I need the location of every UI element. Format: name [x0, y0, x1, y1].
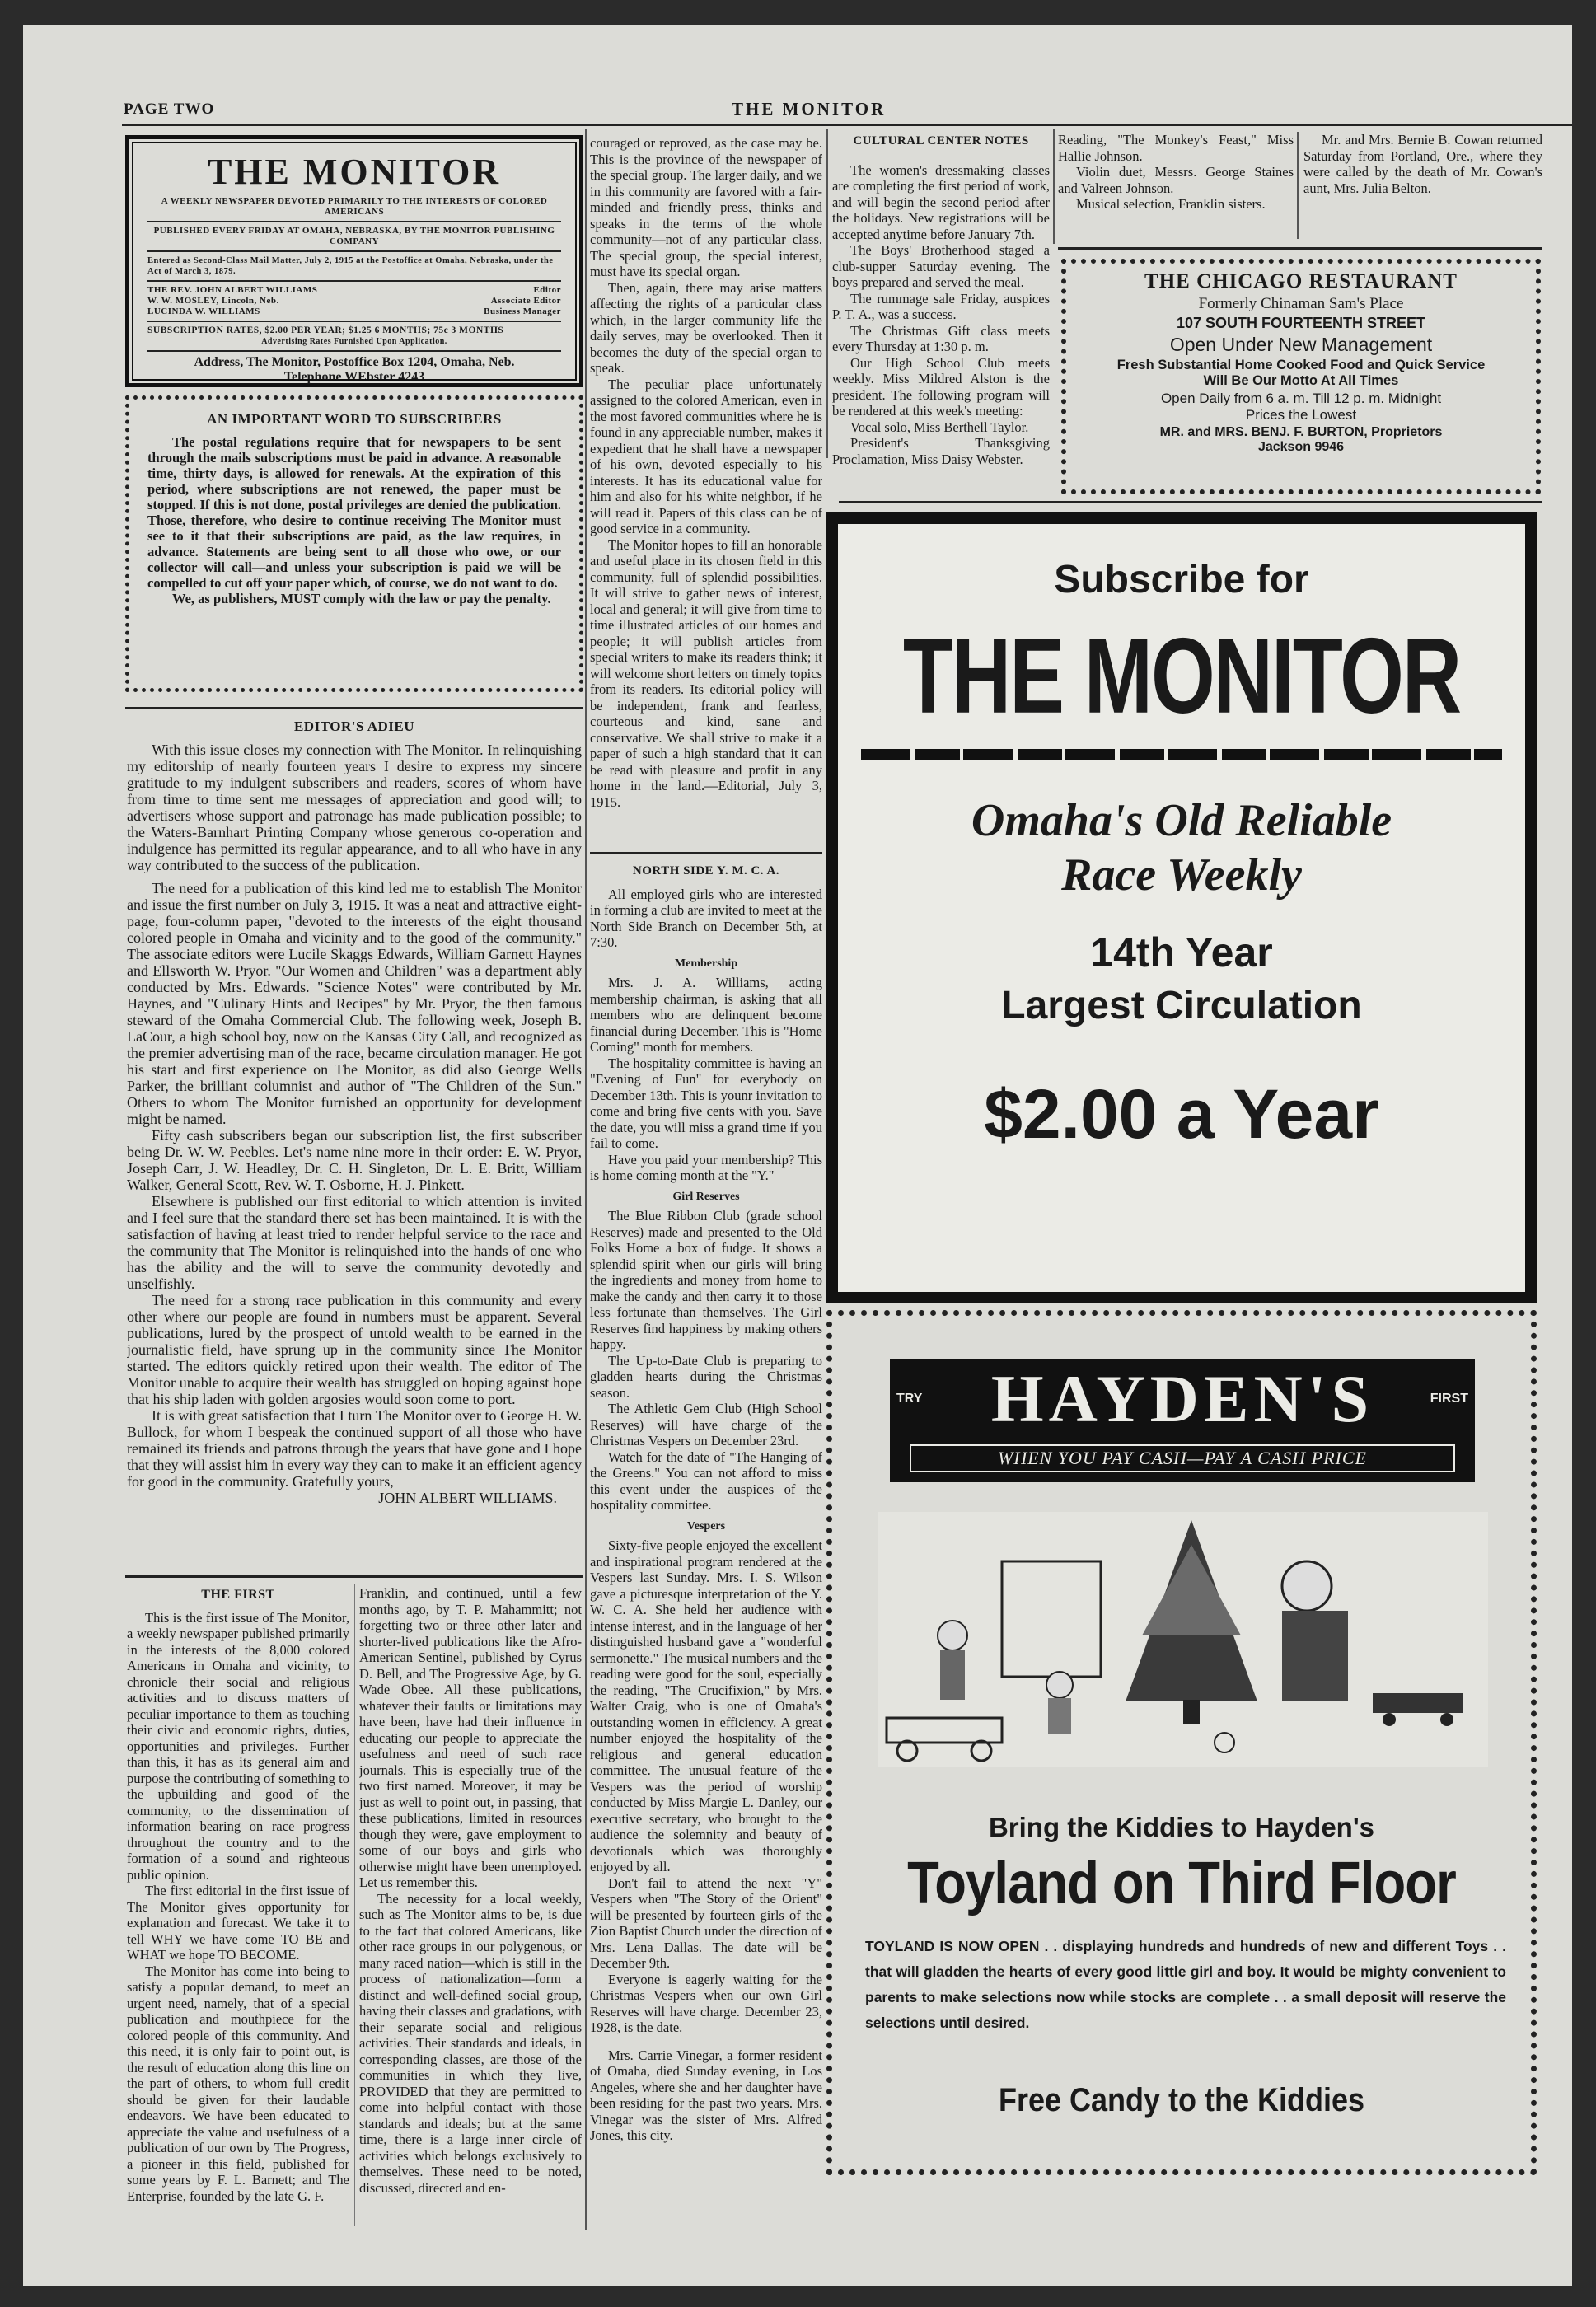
cowan-rule — [1058, 247, 1542, 250]
restaurant-line2: Will Be Our Motto At All Times — [1203, 373, 1399, 388]
haydens-banner — [890, 1359, 1475, 1482]
the-first-paragraph: This is the first issue of The Monitor, a weekly newspaper published primarily in the interests of the 8,000 colored Americans in Omaha and vicinity, to chronicle their social and religious activities and to discuss matters of peculiar importance to them as touching their civic and economic rights, duties, opportunities and privileges. Further than this, it has as its general aim and purpose the contributing of something to the upbuilding and good of the community, to the dissemination of information bearing on race progress throughout the country and to the formation of a sound and righteous public opinion. — [127, 1609, 349, 1883]
restaurant-formerly: Formerly Chinaman Sam's Place — [1198, 295, 1404, 312]
the-first-column-rule — [354, 1584, 355, 2226]
cultural-paragraph: The Christmas Gift class meets every Thursday at 1:30 p. m. — [832, 322, 1050, 354]
restaurant-proprietors: MR. and MRS. BENJ. F. BURTON, Proprietors — [1159, 425, 1443, 439]
toyland-open-text: . . displaying hundreds and hundreds of new and different Toys . . that will gladden the hearts of every good little girl and boy. It would be mighty convenient to parents to make selections now while stocks are complete . . a small deposit will reserve the selections until desired. — [865, 1938, 1506, 2031]
restaurant-management: Open Under New Management — [1169, 334, 1433, 355]
cultural-paragraph: Violin duet, Messrs. George Staines and Valreen Johnson. — [1058, 164, 1294, 196]
the-first-paragraph: Franklin, and continued, until a few months ago, by T. P. Mahammitt; not forgetting two or three other later and shorter-lived publications like the Afro-American Sentinel, published by Cyrus D. Bell, and The Progressive Age, by G. Wade Obee. All these publications, whatever their faults or limitations may have been, have had their influence in educating our people to appreciate the usefulness and need of such race journals. This is especially true of the two first named. Moreover, it may be just as well to point out, in passing, that these publications, limited in resources though they were, gave employment to some of our boys and girls who otherwise might have been unemployed. Let us remember this. — [359, 1585, 582, 1890]
subscribe-for: Subscribe for — [1054, 558, 1309, 601]
restaurant-line1: Fresh Substantial Home Cooked Food and Quick Service — [1116, 358, 1486, 372]
cowan-notice — [1303, 132, 1542, 247]
subscribe-year: 14th Year — [1090, 929, 1273, 976]
header-rule — [122, 124, 1572, 126]
subscribe-ad — [826, 512, 1537, 1303]
ymca-title: NORTH SIDE Y. M. C. A. — [632, 864, 780, 877]
ymca-paragraph: Watch for the date of "The Hanging of the Greens." You can not afford to miss this event under the auspices of the hospitality committee. — [590, 1448, 822, 1513]
ymca-rule — [590, 852, 822, 854]
haydens-ad — [826, 1310, 1537, 2175]
staff-name: LUCINDA W. WILLIAMS — [147, 307, 260, 316]
cultural-paragraph: Our High School Club meets weekly. Miss Mildred Alston is the president. The following program will be rendered at this week's meeting: — [832, 354, 1050, 419]
haydens-name: HAYDEN'S — [990, 1361, 1374, 1436]
restaurant-prices: Prices the Lowest — [1245, 407, 1357, 423]
ymca-paragraph: Mrs. Carrie Vinegar, a former resident of Omaha, died Sunday evening, in Los Angeles, where she and her daughter have been residing for the past two years. Mrs. Vinegar was the sister of Mrs. Alfred Jones, this city. — [590, 2047, 822, 2143]
chicago-restaurant-ad — [1061, 259, 1541, 494]
cultural-program-continued — [1058, 132, 1294, 247]
cultural-paragraph: President's Thanksgiving Proclamation, Miss Daisy Webster. — [832, 435, 1050, 467]
ymca-paragraph: All employed girls who are interested in forming a club are invited to meet at the North Side Branch on December 5th, at 7:30. — [590, 886, 822, 950]
cultural-center-notes — [832, 132, 1050, 494]
editorial-paragraph: The peculiar place unfortunately assigned to the colored American, even in the most favored communities where he is found in any appreciable number, makes it expedient that he shall have a newspaper of his own, devoted especially to his interests. It has its educational value for him and also for his white neighbor, if he will read it. Papers of this class can be of good service in a community. — [590, 376, 822, 536]
cowan-paragraph: Mr. and Mrs. Bernie B. Cowan returned Saturday from Portland, Ore., where they were called by the death of Mr. Cowan's aunt, Mrs. Julia Belton. — [1303, 132, 1542, 196]
the-first-title: THE FIRST — [201, 1588, 275, 1602]
toyland-illustration — [878, 1512, 1488, 1767]
toy-train-icon — [1373, 1693, 1463, 1713]
important-word-body: The postal regulations require that for newspapers to be sent through the mails subscriptions must be paid in advance. A reasonable time, thirty days, is allowed for renewals. At the expiration of this period, where subscriptions are not renewed, the paper must be stopped. If this is not done, postal privileges are denied the publication. Those, therefore, who desire to continue receiving The Monitor must see to it that their subscriptions are paid, as the law requires, in advance. Statements are being sent to all those who owe, or our collector will call—and unless your subscription is paid we will be compelled to cut off your paper which, of course, we do not want to do. — [147, 434, 561, 591]
restaurant-hours: Open Daily from 6 a. m. Till 12 p. m. Midnight — [1160, 391, 1442, 406]
toyland-open-lead: TOYLAND IS NOW OPEN — [865, 1938, 1040, 1954]
cultural-paragraph: The Boys' Brotherhood staged a club-supper Saturday evening. The boys prepared and served the meal. — [832, 242, 1050, 290]
subscribe-title: THE MONITOR — [902, 615, 1461, 737]
cultural-paragraph: The rummage sale Friday, auspices P. T. A., was a success. — [832, 290, 1050, 322]
haydens-first: FIRST — [1430, 1392, 1468, 1406]
column-rule-2 — [826, 129, 828, 458]
ymca-paragraph: The Up-to-Date Club is preparing to gladden hearts during the Christmas season. — [590, 1352, 822, 1401]
editorial-paragraph: The Monitor hopes to fill an honorable and useful place in its chosen field in this community, full of splendid possibilities. It will strive to gather news of interest, local and general; it will give from time to time illustrated articles of our homes and people; it will publish articles from special writers to make its readers think; it will welcome short letters on timely topics from its readers. Its editorial policy will be independent, frank and fearless, courteous and kind, sane and conservative. We shall strive to make it a paper of such a high standard that it can be read with pleasure and profit in any home in the land.—Editorial, July 3, 1915. — [590, 536, 822, 810]
restaurant-name: THE CHICAGO RESTAURANT — [1144, 270, 1458, 292]
staff-role: Business Manager — [484, 307, 561, 316]
ymca-paragraph: The hospitality committee is having an "Evening of Fun" for everybody on December 13th. This is younr invitation to come and bring five cents with you. Save the date, you will miss a grand time if you fail to come. — [590, 1055, 822, 1151]
haydens-try: TRY — [896, 1392, 923, 1406]
editorial-continued — [590, 135, 822, 893]
ymca-paragraph: Everyone is eagerly waiting for the Christmas Vespers when our own Girl Reserves will have charge. December 23, 1928, is the date. — [590, 1971, 822, 2035]
ymca-paragraph: Mrs. J. A. Williams, acting membership chairman, is asking that all members who are delinquent become financial during December. This is "Home Coming" month for members. — [590, 975, 822, 1055]
important-word-box — [125, 395, 583, 692]
staff-role: Associate Editor — [490, 296, 561, 306]
subscription-rates: SUBSCRIPTION RATES, $2.00 PER YEAR; $1.25 6 MONTHS; 75c 3 MONTHS — [147, 325, 504, 335]
ymca-paragraph: Sixty-five people enjoyed the excellent and inspirational program rendered at the Vespers last Sunday. Mrs. I. S. Wilson gave a picturesque interpretation of the Y. W. C. A. She held her audience with intense interest, and in the language of her distinguished husband gave a "wonderful sermonette." The musical numbers and the reading were good for the soul, especially the reading, "The Crucifixion," by Mrs. Walter Craig, who is one of Omaha's outstanding women in efficiency. A great number enjoyed the hospitality of the religious and general education committee. The unusual feature of the Vespers was the period of worship conducted by Miss Margie L. Danley, our executive secretary, who brought to the audience the solemnity and beauty of devotionals which was thoroughly enjoyed by all. — [590, 1537, 822, 1874]
ymca-paragraph: Have you paid your membership? This is home coming month at the "Y." — [590, 1151, 822, 1183]
decorative-band — [861, 749, 1502, 760]
adieu-paragraph: Elsewhere is published our first editorial to which attention is invited and I feel sure that the standard there set has been maintained. It is with the satisfaction of having at least tried to render helpful service to the race and the community that The Monitor is relinquished into the hands of one who has the ability and the will to serve the community devotedly and unselfishly. — [127, 1193, 582, 1292]
the-first-paragraph: The Monitor has come into being to satisfy a popular demand, to meet an urgent need, namely, that of a special publication and mouthpiece for the colored people of this community. And this need, it is only fair to point out, is the result of education along this line on the part of others, to whom full credit should be given for their laudable endeavors. We have been educated to appreciate the value and usefulness of a publication of our own by The Progress, a pioneer in this field, published for some years by F. L. Barnett; and The Enterprise, founded by the late G. F. — [127, 1963, 349, 2204]
subscribe-price: $2.00 a Year — [984, 1075, 1379, 1153]
masthead-line3: Entered as Second-Class Mail Matter, July 2, 1915 at the Postoffice at Omaha, Nebraska, under the Act of March 3, 1879. — [147, 256, 554, 276]
restaurant-phone: Jackson 9946 — [1257, 440, 1345, 454]
ymca-paragraph: Don't fail to attend the next "Y" Vespers when "The Story of the Orient" will be presented by fourteen girls of the Zion Baptist Church under the direction of Mrs. Lena Dallas. The date will be December 9th. — [590, 1874, 822, 1971]
masthead-line2: PUBLISHED EVERY FRIDAY AT OMAHA, NEBRASKA, BY THE MONITOR PUBLISHING COMPANY — [153, 226, 555, 246]
cultural-paragraph: The women's dressmaking classes are completing the first period of work, and will begin the second period after the holidays. New registrations will be accepted anytime before January 7th. — [832, 161, 1050, 242]
vespers-title: Vespers — [686, 1519, 726, 1533]
adieu-paragraph: With this issue closes my connection with The Monitor. In relinquishing my editorship of nearly fourteen years I desire to express my sincere gratitude to my indulgent subscribers and readers, scores of whom have from time to time sent me messages of appreciation and good will; to advertisers whose support and patronage has made publication possible; to the Waters-Barnhart Printing Company whose generous co-operation and indulgence has permitted its regular appearance, and to all who have in any way contributed to the success of the publication. — [127, 742, 582, 873]
restaurant-address: 107 SOUTH FOURTEENTH STREET — [1176, 315, 1426, 331]
masthead-address: Address, The Monitor, Postoffice Box 1204, Omaha, Neb. — [194, 355, 515, 369]
adieu-paragraph: The need for a strong race publication in this community and every other where our people are found in numbers must be apparent. Several publications, lured by the prospect of untold wealth to be earned in the journalistic field, have sprung up in the community since The Monitor started. The editors quickly retired upon their wealth. The editor of The Monitor unable to acquire their wealth has struggled on hoping against hope that his ship laden with golden argosies would soon come to port. — [127, 1292, 582, 1407]
the-first-paragraph: The first editorial in the first issue of The Monitor gives opportunity for explanation and forecast. We take it to tell WHY we have come TO BE and WHAT we hope TO BECOME. — [127, 1883, 349, 1963]
ymca-paragraph: The Athletic Gem Club (High School Reserves) will have charge of the Christmas Vespers on December 23rd. — [590, 1401, 822, 1448]
cultural-paragraph: Musical selection, Franklin sisters. — [1076, 196, 1266, 212]
staff-role: Editor — [533, 285, 561, 295]
masthead-telephone: Telephone WEbster 4243 — [283, 370, 425, 384]
editorial-paragraph: couraged or reproved, as the case may be. This is the province of the newspaper of the special group. The larger daily, and we in this community are favored with a fair-minded and friendly press, thinks and speaks in the terms of the whole community—not of any particular class. The special group, the special interest, must have its special organ. — [590, 135, 822, 279]
column-rule-4 — [1297, 132, 1299, 239]
adieu-rule — [125, 707, 583, 709]
the-first-col2 — [359, 1585, 582, 2228]
membership-title: Membership — [674, 957, 738, 970]
staff-name: THE REV. JOHN ALBERT WILLIAMS — [147, 285, 318, 295]
important-word-closing: We, as publishers, MUST comply with the law or pay the penalty. — [172, 591, 551, 606]
cultural-title: CULTURAL CENTER NOTES — [853, 134, 1029, 147]
staff-list — [147, 285, 561, 317]
masthead-title: THE MONITOR — [207, 152, 502, 192]
adieu-paragraph: It is with great satisfaction that I turn The Monitor over to George H. W. Bullock, for whom I bespeak the continued support of all those who have remained its friends and patrons through the years that have gone and I hope that they will assist him in every way they can to make it an efficient agency for good in the community. Gratefully yours, — [127, 1407, 582, 1490]
the-first-paragraph: The necessity for a local weekly, such as The Monitor aims to be, is due to the fact that colored Americans, like other race groups in our polygenous, or many raced nation—which is still in the process of nationalization—form a distinct and well-defined social group, having their classes and gradations, with their separate social and religious activities. Their standards and ideals, in corresponding classes, are those of the communities in which they live, PROVIDED that they are permitted to come into helpful contact with those standards and ideals; but at the same time, there is a large inner circle of activities which belongs exclusively to themselves. These need to be noted, discussed, directed and en- — [359, 1890, 582, 2196]
subscribe-tagline1: Omaha's Old Reliable — [971, 795, 1392, 846]
adieu-paragraph: The need for a publication of this kind led me to establish The Monitor and issue the first number on July 3, 1915. It was a neat and attractive eight-page, four-column paper, "devoted to the interests of the eight thousand colored people in Omaha and vicinity and to the good of the community." The associate editors were Lucile Skaggs Edwards, William Garnett Haynes and Ellsworth W. Pryor. "Our Women and Children" was a department ably conducted by Mrs. Edwards. "Science Notes" were contributed by Mr. Haynes, and "Culinary Hints and Recipes" by Mr. Pryor, the then famous steward of the Omaha Commercial Club. The following week, Joseph B. LaCour, a high school boy, now on the Kansas City Call, and recognized as the premier advertising man of the race, became circulation manager. He got his start and first experience on The Monitor, as did also George Wells Parker, the brilliant columnist and author of "The Children of the Sun." Others to whom The Monitor furnished an opportunity for development might be named. — [127, 880, 582, 1127]
haydens-description — [865, 1934, 1506, 2036]
important-word-title: AN IMPORTANT WORD TO SUBSCRIBERS — [207, 411, 502, 427]
child-icon — [938, 1621, 967, 1650]
cultural-paragraph: Reading, "The Monkey's Feast," Miss Hallie Johnson. — [1058, 132, 1294, 164]
ad-rule — [839, 501, 1542, 503]
haydens-candy: Free Candy to the Kiddies — [998, 2082, 1365, 2118]
editors-adieu-title: EDITOR'S ADIEU — [293, 718, 415, 734]
haydens-toyland: Toyland on Third Floor — [907, 1851, 1456, 1916]
the-first-col1 — [127, 1582, 349, 2229]
the-first-rule — [125, 1575, 583, 1578]
editors-adieu — [127, 714, 582, 1572]
masthead-line1: A WEEKLY NEWSPAPER DEVOTED PRIMARILY TO THE INTERESTS OF COLORED AMERICANS — [161, 196, 548, 217]
north-side-ymca — [590, 859, 822, 2230]
page-label: PAGE TWO — [124, 101, 215, 118]
ymca-paragraph: The Blue Ribbon Club (grade school Reserves) made and presented to the Old Folks Home a box of fudge. It shows a splendid spirit when our girls will bring the ingredients and money from home to make the candy and then carry it to those less fortunate than themselves. The Girl Reserves find happiness by making others happy. — [590, 1208, 822, 1352]
column-rule-3 — [1053, 129, 1055, 244]
staff-name: W. W. MOSLEY, Lincoln, Neb. — [147, 296, 279, 306]
column-rule-1 — [585, 129, 587, 2230]
editorial-paragraph: Then, again, there may arise matters affecting the rights of a particular class which, in the larger community life the daily serves, may be overlooked. Then it becomes the duty of the special organ to speak. — [590, 279, 822, 376]
newspaper-page — [23, 25, 1572, 2286]
haydens-slogan: WHEN YOU PAY CASH—PAY A CASH PRICE — [910, 1444, 1455, 1472]
cultural-paragraph: Vocal solo, Miss Berthell Taylor. — [850, 419, 1029, 435]
subscribe-tagline2: Race Weekly — [1061, 849, 1302, 901]
child-icon — [1046, 1672, 1073, 1698]
subscribe-circulation: Largest Circulation — [1001, 984, 1362, 1027]
advertising-rates: Advertising Rates Furnished Upon Application. — [261, 337, 447, 346]
paper-title: THE MONITOR — [732, 99, 887, 119]
girl-reserves-title: Girl Reserves — [672, 1190, 740, 1203]
adieu-signature: JOHN ALBERT WILLIAMS. — [378, 1490, 557, 1506]
adieu-paragraph: Fifty cash subscribers began our subscription list, the first subscriber being Dr. W. W. Peebles. Let's name nine more in their order: E. W. Pryor, Joseph Carr, J. W. Headley, Dr. C. H. Singleton, Dr. L. E. Britt, William Walker, General Scott, Rev. W. T. Osborne, H. J. Pinkett. — [127, 1127, 582, 1193]
santa-icon — [1282, 1561, 1332, 1611]
masthead-box — [125, 135, 583, 387]
haydens-bring: Bring the Kiddies to Hayden's — [988, 1812, 1375, 1842]
